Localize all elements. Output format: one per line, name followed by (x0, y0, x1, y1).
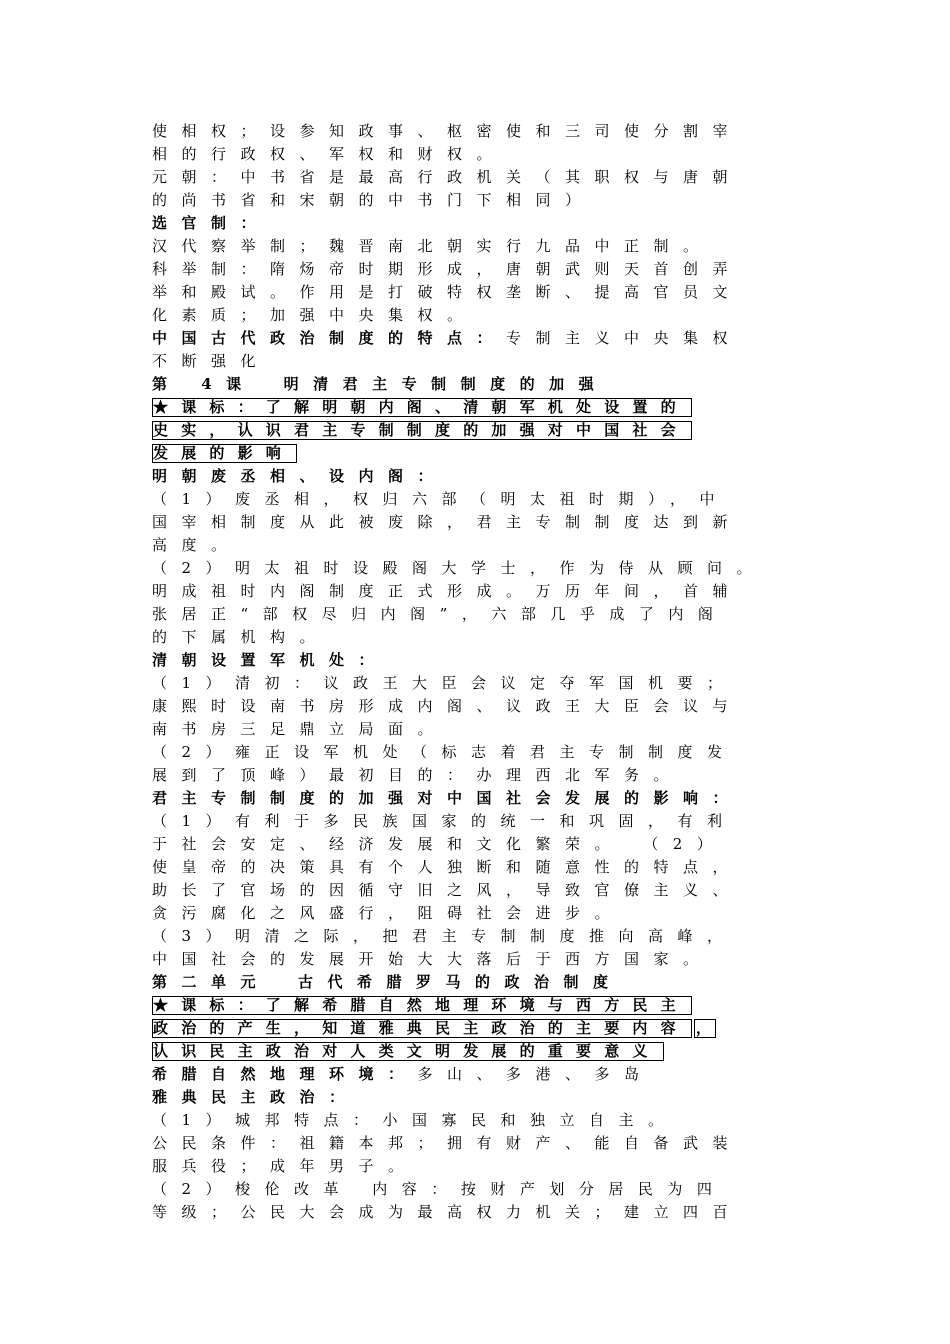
body-text-line: 的尚书省和宋朝的中书门下相同） (152, 191, 595, 209)
body-text-line: 国宰相制度从此被废除，君主专制制度达到新 (152, 513, 743, 531)
heading-text: 希腊自然地理环境： (152, 1065, 418, 1083)
body-text-line: 南书房三足鼎立局面。 (152, 720, 448, 738)
body-text-line: 使相权；设参知政事、枢密使和三司使分割宰 (152, 122, 743, 140)
lesson-name: 古代希腊罗马的政治制度 (298, 973, 623, 991)
boxed-standard-text: 史实，认识君主专制制度的加强对中国社会 (152, 421, 692, 440)
boxed-standard-text: ★课标：了解希腊自然地理环境与西方民主 (152, 996, 692, 1015)
body-text-line: （1）废丞相，权归六部（明太祖时期），中 (152, 490, 730, 508)
body-text-line: 明成祖时内阁制度正式形成。万历年间，首辅 (152, 582, 743, 600)
lesson-number: 第 4课 (152, 375, 256, 393)
boxed-standard-text: 政治的产生，知道雅典民主政治的主要内容 (152, 1019, 692, 1038)
section-heading (152, 649, 802, 672)
body-text-line: 等级；公民大会成为最高权力机关；建立四百 (152, 1203, 743, 1221)
lesson-number: 第二单元 (152, 973, 271, 991)
lesson-title (152, 373, 802, 396)
heading-text: 君主专制制度的加强对中国社会发展的影响： (152, 789, 743, 807)
boxed-standard-text: 认识民主政治对人类文明发展的重要意义 (152, 1042, 664, 1061)
heading-text: 中国古代政治制度的特点： (152, 329, 507, 347)
course-standard-line (152, 396, 802, 419)
heading-text: 雅典民主政治： (152, 1088, 359, 1106)
body-text-line: 贪污腐化之风盛行，阻碍社会进步。 (152, 904, 625, 922)
section-heading (152, 327, 802, 350)
body-text-line: 汉代察举制；魏晋南北朝实行九品中正制。 (152, 237, 713, 255)
body-text-line: （2）明太祖时设殿阁大学士，作为侍从顾问。 (152, 559, 767, 577)
course-standard-line (152, 994, 802, 1017)
body-text-line: 康熙时设南书房形成内阁、议政王大臣会议与 (152, 697, 743, 715)
heading-body-text: 多山、多港、多岛 (417, 1065, 654, 1083)
heading-text: 选官制： (152, 214, 271, 232)
boxed-standard-text: ★课标：了解明朝内阁、清朝军机处设置的 (152, 398, 692, 417)
body-text-line: 相的行政权、军权和财权。 (152, 145, 507, 163)
body-text-line: 使皇帝的决策具有个人独断和随意性的特点， (152, 858, 743, 876)
body-text-line: 化素质；加强中央集权。 (152, 306, 477, 324)
document-page (152, 120, 802, 1224)
section-heading (152, 212, 802, 235)
body-text-line: （3）明清之际，把君主专制制度推向高峰， (152, 927, 737, 945)
section-heading (152, 1063, 802, 1086)
section-heading (152, 465, 802, 488)
body-text-line: 公民条件：祖籍本邦；拥有财产、能自备武装 (152, 1134, 743, 1152)
body-text-line: 中国社会的发展开始大大落后于西方国家。 (152, 950, 713, 968)
boxed-standard-tail: ， (694, 1019, 716, 1038)
body-text-line: 举和殿试。作用是打破特权垄断、提高官员文 (152, 283, 743, 301)
body-text-line: 张居正“部权尽归内阁”，六部几乎成了内阁 (152, 605, 728, 623)
section-heading (152, 1086, 802, 1109)
body-text-line: 服兵役；成年男子。 (152, 1157, 418, 1175)
heading-text: 明朝废丞相、设内阁： (152, 467, 448, 485)
body-text-line: （1）城邦特点：小国寡民和独立自主。 (152, 1111, 678, 1129)
body-text-line: 高度。 (152, 536, 241, 554)
body-text-line: 的下属机构。 (152, 628, 330, 646)
course-standard-line (152, 419, 802, 442)
course-standard-line (152, 1017, 802, 1040)
heading-text: 清朝设置军机处： (152, 651, 389, 669)
body-text-line: （1）有利于多民族国家的统一和巩固，有利 (152, 812, 737, 830)
body-text-line: 不断强化 (152, 352, 271, 370)
heading-body-text: 专制主义中央集权 (506, 329, 743, 347)
body-text-line: （1）清初：议政王大臣会议定夺军国机要； (152, 674, 737, 692)
lesson-title (152, 971, 802, 994)
course-standard-line (152, 1040, 802, 1063)
section-heading (152, 787, 802, 810)
body-text-line: 元朝：中书省是最高行政机关（其职权与唐朝 (152, 168, 743, 186)
body-text-line: （2）梭伦改革 内容：按财产划分居民为四 (152, 1180, 727, 1198)
body-text-line: 助长了官场的因循守旧之风，导致官僚主义、 (152, 881, 743, 899)
boxed-standard-text: 发展的影响 (152, 444, 297, 463)
body-text-line: 科举制：隋炀帝时期形成，唐朝武则天首创弄 (152, 260, 743, 278)
lesson-name: 明清君主专制制度的加强 (283, 375, 609, 393)
body-text-line: （2）雍正设军机处（标志着君主专制制度发 (152, 743, 737, 761)
body-text-line: 展到了顶峰）最初目的：办理西北军务。 (152, 766, 684, 784)
body-text-line: 于社会安定、经济发展和文化繁荣。 （2） (152, 835, 727, 853)
course-standard-line (152, 442, 802, 465)
